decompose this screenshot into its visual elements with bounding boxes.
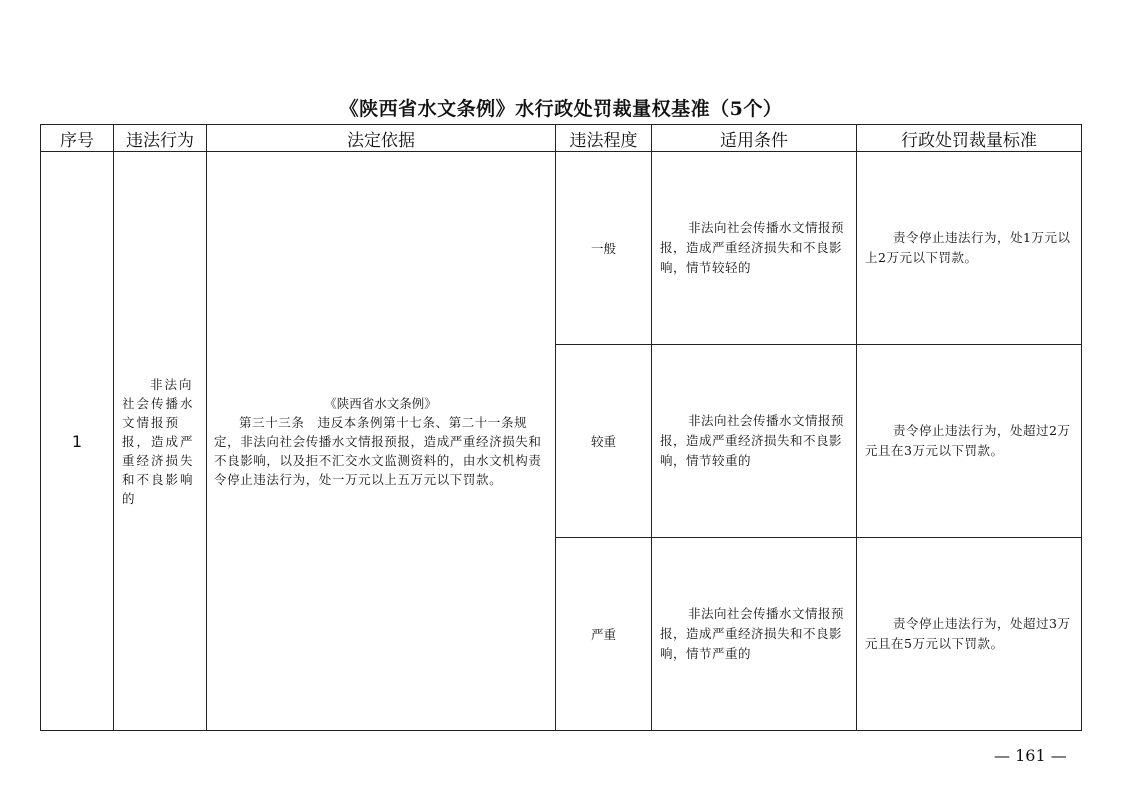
header-severity: 违法程度 bbox=[556, 125, 652, 152]
header-violation: 违法行为 bbox=[114, 125, 207, 152]
header-legal-basis: 法定依据 bbox=[207, 125, 556, 152]
condition-general: 非法向社会传播水文情报预报，造成严重经济损失和不良影响，情节较轻的 bbox=[652, 152, 857, 345]
header-conditions: 适用条件 bbox=[652, 125, 857, 152]
severity-general: 一般 bbox=[556, 152, 652, 345]
legal-basis-cell bbox=[207, 152, 556, 731]
header-index: 序号 bbox=[41, 125, 114, 152]
page-title: 《陕西省水文条例》水行政处罚裁量权基准（5个） bbox=[339, 98, 783, 120]
law-name: 《陕西省水文条例》 bbox=[324, 395, 437, 411]
condition-serious: 非法向社会传播水文情报预报，造成严重经济损失和不良影响，情节较重的 bbox=[652, 345, 857, 538]
header-penalty: 行政处罚裁量标准 bbox=[857, 125, 1082, 152]
penalty-general: 责令停止违法行为，处1万元以上2万元以下罚款。 bbox=[857, 152, 1082, 345]
table-row bbox=[41, 152, 1082, 345]
penalty-serious: 责令停止违法行为，处超过2万元且在3万元以下罚款。 bbox=[857, 345, 1082, 538]
violation-cell bbox=[114, 152, 207, 731]
violation-text-rest: 社会传播水文情报预报，造成严重经济损失和不良影响的 bbox=[122, 395, 195, 506]
penalty-standard-table bbox=[40, 124, 1082, 731]
penalty-severe: 责令停止违法行为，处超过3万元且在5万元以下罚款。 bbox=[857, 538, 1082, 731]
row-index: 1 bbox=[41, 152, 114, 731]
condition-severe: 非法向社会传播水文情报预报，造成严重经济损失和不良影响，情节严重的 bbox=[652, 538, 857, 731]
law-article: 第三十三条 违反本条例第十七条、第二十一条规定，非法向社会传播水文情报预报，造成严重经济损失和不良影响，以及拒不汇交水文监测资料的，由水文机构责令停止违法行为，处一万元以上五万元以下罚款。 bbox=[214, 414, 542, 487]
violation-text-line1: 非法向 bbox=[150, 376, 194, 392]
severity-serious: 较重 bbox=[556, 345, 652, 538]
severity-severe: 严重 bbox=[556, 538, 652, 731]
page-number: — 161 — bbox=[994, 746, 1067, 765]
header-row bbox=[41, 125, 1082, 152]
